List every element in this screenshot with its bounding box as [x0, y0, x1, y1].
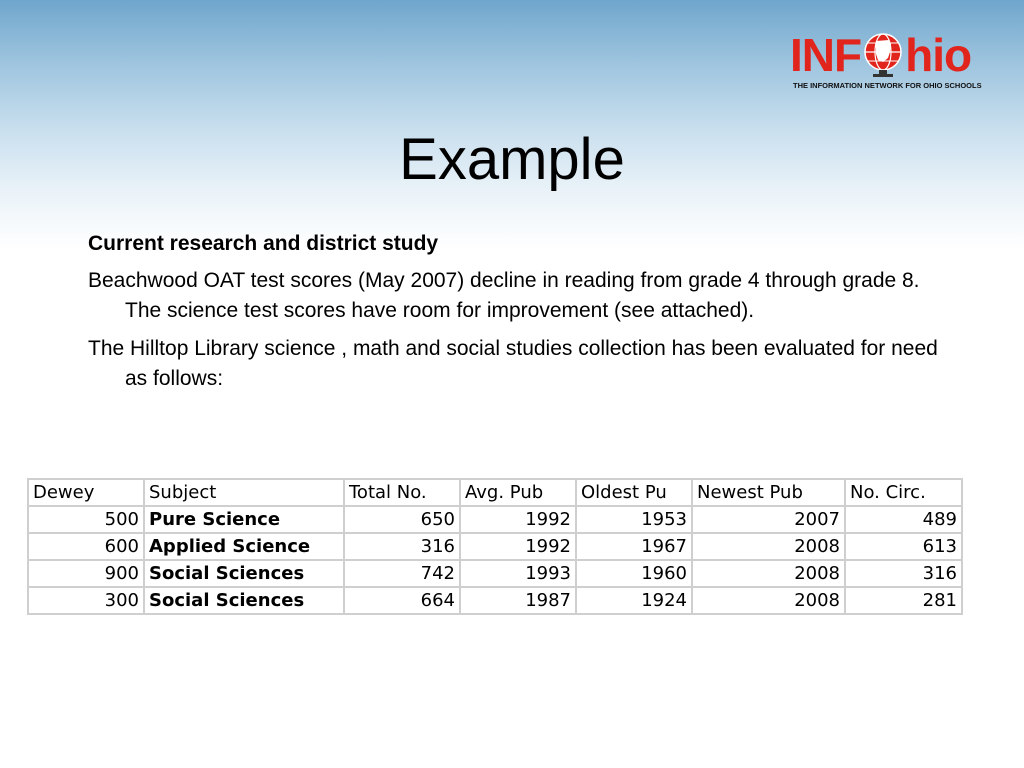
table-header-row — [28, 479, 962, 506]
cell-avg-pub: 1992 — [460, 506, 576, 533]
table-row — [28, 533, 962, 560]
cell-newest-pub: 2008 — [692, 587, 845, 614]
cell-subject: Social Sciences — [144, 587, 344, 614]
infohio-logo — [790, 30, 1005, 94]
table-row — [28, 506, 962, 533]
cell-oldest-pub: 1953 — [576, 506, 692, 533]
slide-body — [88, 229, 938, 402]
cell-dewey: 500 — [28, 506, 144, 533]
cell-total-no: 316 — [344, 533, 460, 560]
cell-dewey: 600 — [28, 533, 144, 560]
table-row — [28, 587, 962, 614]
cell-oldest-pub: 1960 — [576, 560, 692, 587]
cell-newest-pub: 2008 — [692, 560, 845, 587]
cell-total-no: 664 — [344, 587, 460, 614]
cell-avg-pub: 1993 — [460, 560, 576, 587]
table-row — [28, 560, 962, 587]
logo-text-before: INF — [790, 29, 862, 81]
cell-avg-pub: 1992 — [460, 533, 576, 560]
cell-subject: Social Sciences — [144, 560, 344, 587]
cell-no-circ: 489 — [845, 506, 962, 533]
body-heading: Current research and district study — [88, 232, 439, 255]
cell-dewey: 900 — [28, 560, 144, 587]
cell-subject: Pure Science — [144, 506, 344, 533]
header-oldest-pub: Oldest Pu — [576, 479, 692, 506]
header-newest-pub: Newest Pub — [692, 479, 845, 506]
header-no-circ: No. Circ. — [845, 479, 962, 506]
collection-table — [27, 478, 963, 615]
cell-total-no: 742 — [344, 560, 460, 587]
cell-newest-pub: 2008 — [692, 533, 845, 560]
cell-avg-pub: 1987 — [460, 587, 576, 614]
cell-no-circ: 613 — [845, 533, 962, 560]
body-paragraph-collection: The Hilltop Library science , math and social studies collection has been evaluated for need as follows: — [88, 337, 938, 390]
cell-oldest-pub: 1967 — [576, 533, 692, 560]
logo-wordmark — [790, 30, 971, 80]
cell-newest-pub: 2007 — [692, 506, 845, 533]
slide-title: Example — [399, 127, 625, 192]
cell-total-no: 650 — [344, 506, 460, 533]
header-avg-pub: Avg. Pub — [460, 479, 576, 506]
cell-oldest-pub: 1924 — [576, 587, 692, 614]
header-subject: Subject — [144, 479, 344, 506]
cell-no-circ: 281 — [845, 587, 962, 614]
cell-dewey: 300 — [28, 587, 144, 614]
header-total-no: Total No. — [344, 479, 460, 506]
body-paragraph-scores: Beachwood OAT test scores (May 2007) decline in reading from grade 4 through grade 8. The science test scores have room for improvement (see attached). — [88, 269, 920, 322]
cell-no-circ: 316 — [845, 560, 962, 587]
ohio-globe-icon — [862, 32, 904, 78]
header-dewey: Dewey — [28, 479, 144, 506]
logo-tagline: THE INFORMATION NETWORK FOR OHIO SCHOOLS — [793, 81, 982, 90]
cell-subject: Applied Science — [144, 533, 344, 560]
logo-text-after: hio — [905, 29, 972, 81]
